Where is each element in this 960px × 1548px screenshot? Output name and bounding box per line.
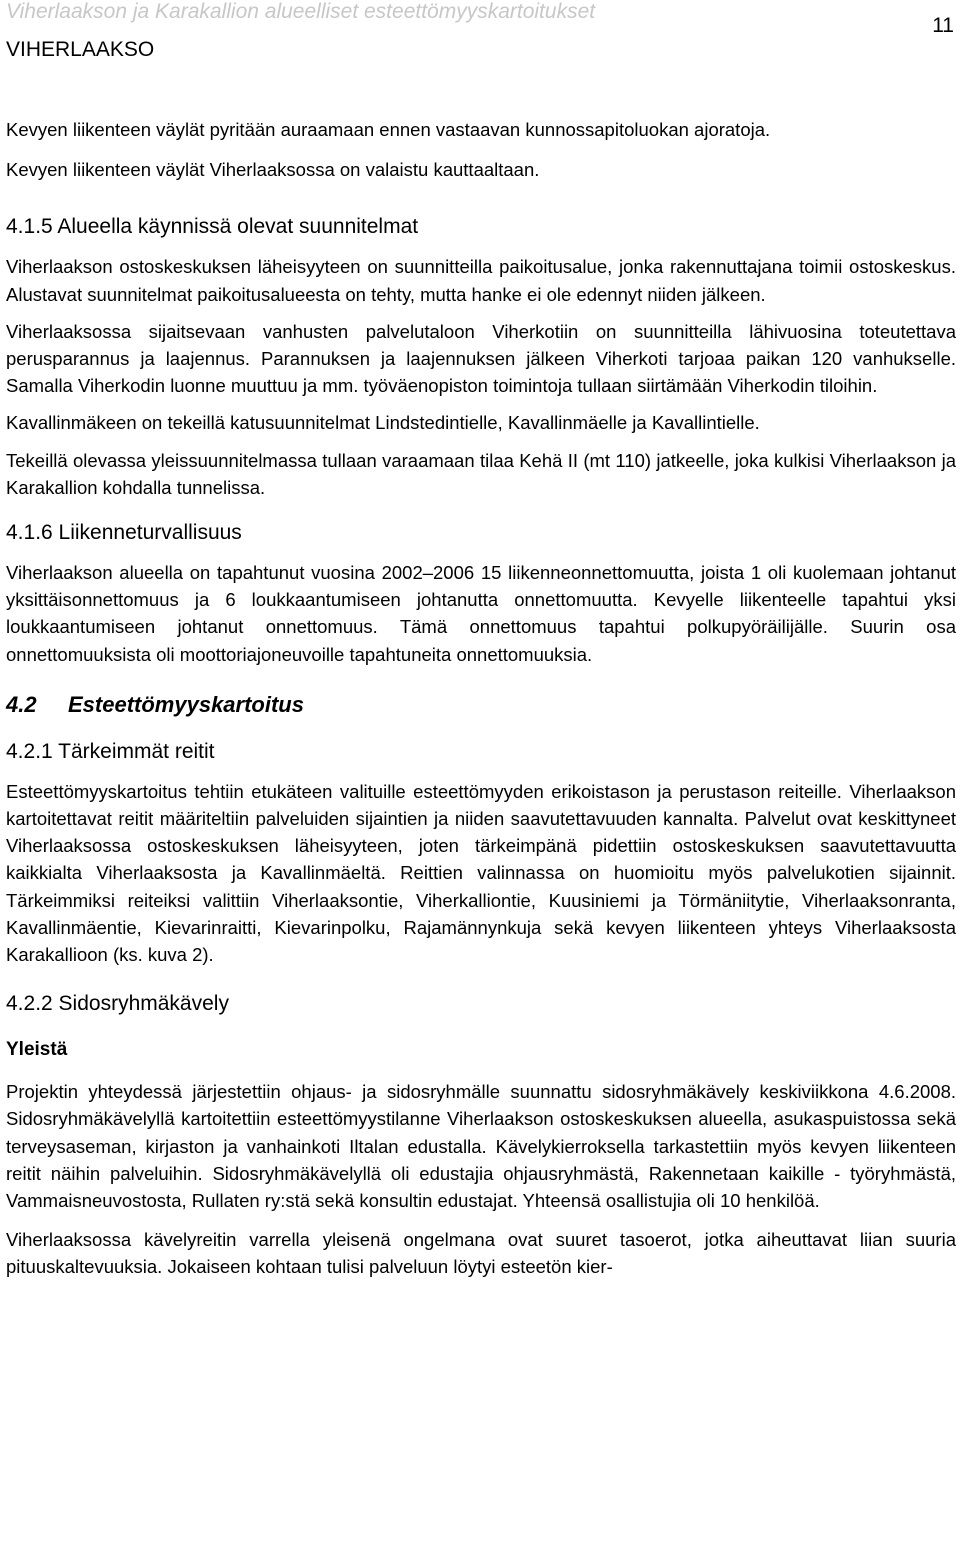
paragraph: Kavallinmäkeen on tekeillä katusuunnitelmat Lindstedintielle, Kavallinmäelle ja Kavallintielle.	[6, 412, 760, 434]
paragraph: Kevyen liikenteen väylät Viherlaaksossa on valaistu kauttaaltaan.	[6, 159, 540, 181]
paragraph: Viherlaaksossa kävelyreitin varrella yleisenä ongelmana ovat suuret tasoerot, jotka aiheuttavat liian suuria pituuskaltevuuksia. Jokaiseen kohtaan tulisi palveluun löytyi esteetön kier-	[6, 1229, 956, 1278]
paragraph: Kevyen liikenteen väylät pyritään auraamaan ennen vastaavan kunnossapitoluokan ajoratoja.	[6, 119, 771, 140]
page-number: 11	[932, 14, 954, 37]
heading-4-2-2: 4.2.2 Sidosryhmäkävely	[6, 992, 229, 1016]
paragraph: Esteettömyyskartoitus tehtiin etukäteen valituille esteettömyyden erikoistason ja perustason reiteille. Viherlaakson kartoitettavat reitit määriteltiin palveluiden sijaintien ja niiden saavutettavuuden kannalta. Palvelut ovat keskittyneet Viherlaaksossa ostoskeskuksen läheisyyteen, joten tärkeimpänä pidettiin ostoskeskuksen saavutettavuutta kaikkialta Viherlaaksosta ja Kavallinmäeltä. Reittien valinnassa on huomioitu myös palvelukotien sijainnit. Tärkeimmiksi reiteiksi valittiin Viherlaaksontie, Viherkalliontie, Kuusiniemi ja Törmäniitytie, Viherlaaksonranta, Kavallinmäentie, Kievarinraitti, Kievarinpolku, Rajamännynkuja sekä kevyen liikenteen yhteys Viherlaaksosta Karakallioon (ks. kuva 2).	[6, 780, 956, 966]
heading-yleista: Yleistä	[6, 1039, 68, 1061]
paragraph: Viherlaaksossa sijaitsevaan vanhusten palvelutaloon Viherkotiin on suunnitteilla lähivuosina toteutettava perusparannus ja laajennus. Parannuksen ja laajennuksen jälkeen Viherkoti tarjoaa paikan 120 vanhukselle. Samalla Viherkodin luonne muuttuu ja mm. työväenopiston toimintoja tullaan siirtämään Viherkodin tiloihin.	[6, 320, 956, 397]
heading-4-2-1: 4.2.1 Tärkeimmät reitit	[6, 739, 215, 763]
paragraph: Projektin yhteydessä järjestettiin ohjaus- ja sidosryhmälle suunnattu sidosryhmäkävely keskiviikkona 4.6.2008. Sidosryhmäkävelyllä kartoitettiin esteettömyystilanne Viherlaakson ostoskeskuksen alueella, asukaspuistossa sekä terveysaseman, kirjaston ja vanhainkoti Iltalan edustalla. Kävelykierroksella tarkastettiin myös kevyen liikenteen reitit näihin palveluihin. Sidosryhmäkävelyllä oli edustajia ohjausryhmästä, Rakennetaan kaikille - työryhmästä, Vammaisneuvostosta, Rullaten ry:stä sekä konsultin edustajat. Yhteensä osallistujia oli 10 henkilöä.	[6, 1081, 956, 1212]
paragraph: Tekeillä olevassa yleissuunnitelmassa tullaan varaamaan tilaa Kehä II (mt 110) jatkeelle, joka kulkisi Viherlaakson ja Karakallion kohdalla tunnelissa.	[6, 449, 956, 498]
heading-title: Esteettömyyskartoitus	[68, 691, 304, 717]
heading-4-1-6: 4.1.6 Liikenneturvallisuus	[6, 521, 242, 545]
heading-4-2	[6, 690, 956, 720]
heading-number: 4.2	[6, 691, 37, 717]
section-label: VIHERLAAKSO	[6, 38, 155, 61]
paragraph: Viherlaakson ostoskeskuksen läheisyyteen on suunnitteilla paikoitusalue, jonka rakennuttajana toimii ostoskeskus. Alustavat suunnitelmat paikoitusalueesta on tehty, mutta hanke ei ole edennyt niiden jälkeen.	[6, 256, 956, 305]
running-header: Viherlaakson ja Karakallion alueelliset esteettömyyskartoitukset	[6, 0, 596, 23]
document-body	[6, 116, 956, 1281]
paragraph: Viherlaakson alueella on tapahtunut vuosina 2002–2006 15 liikenneonnettomuutta, joista 1 oli kuolemaan johtanut yksittäisonnettomuus ja 6 loukkaantumiseen johtanutta onnettomuutta. Kevyelle liikenteelle tapahtui yksi loukkaantumiseen johtanut onnettomuus. Tämä onnettomuus tapahtui polkupyöräilijälle. Suurin osa onnettomuuksista oli moottoriajoneuvoille tapahtuneita onnettomuuksia.	[6, 562, 956, 665]
heading-4-1-5: 4.1.5 Alueella käynnissä olevat suunnitelmat	[6, 215, 419, 239]
